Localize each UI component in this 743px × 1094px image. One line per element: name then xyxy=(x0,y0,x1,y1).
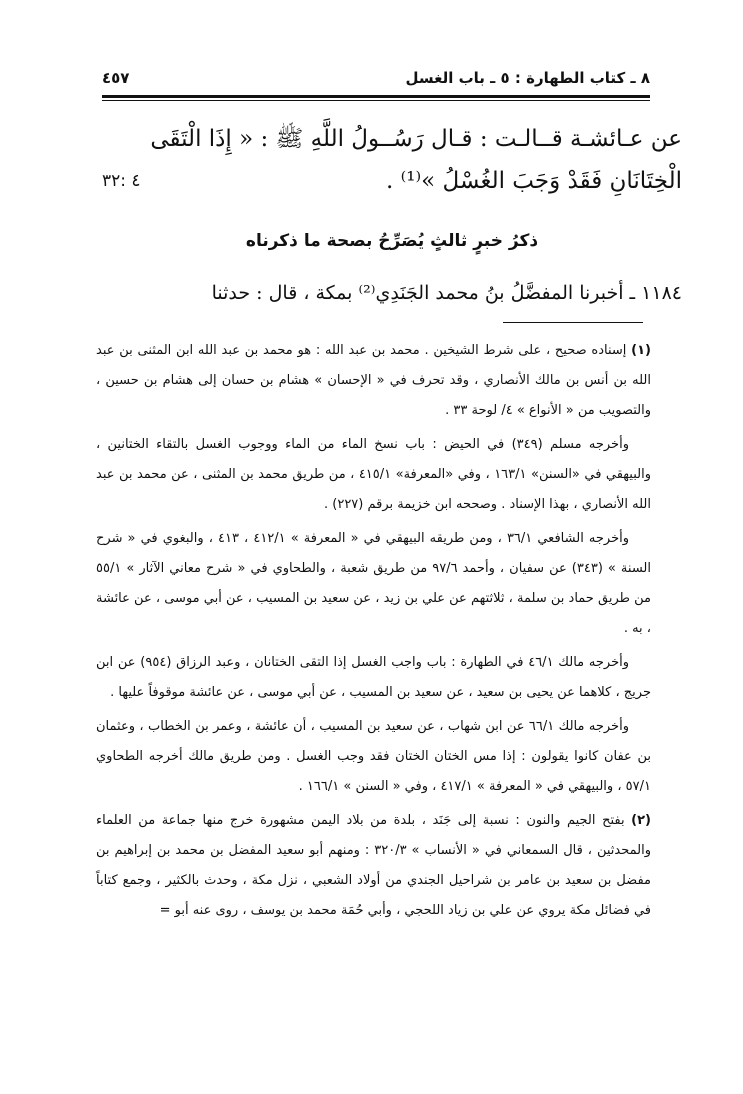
footnote-paragraph: وأخرجه الشافعي ٣٦/١ ، ومن طريقه البيهقي في « المعرفة » ٤١٢/١ ، ٤١٣ ، والبغوي في « شرح السنة » (٣٤٣) عن سفيان ، وأحمد ٩٧/٦ من طريق شعبة ، والطحاوي في « شرح معاني الآثار » ٥٥/١ من طريق حماد بن سلمة ، ثلاثتهم عن علي بن زيد ، عن سعيد بن المسيب ، عن أبي موسى ، عن عائشة ، به . xyxy=(96,531,651,636)
source-reference: ٤ :٣٢ xyxy=(102,171,141,191)
hadith-line-1 xyxy=(102,118,682,160)
footnote-separator xyxy=(503,322,643,323)
hadith-line-2 xyxy=(102,160,682,202)
footnote-paragraph: وأخرجه مالك ٤٦/١ في الطهارة : باب واجب الغسل إذا التقى الختانان ، وعبد الرزاق (٩٥٤) عن ابن جريج ، كلاهما عن يحيى بن سعيد ، عن سعيد بن المسيب ، عن أبي موسى ، عن عائشة موقوفاً عليها . xyxy=(96,655,651,700)
footnotes xyxy=(96,336,651,930)
footnote-number: (١) xyxy=(631,343,651,358)
page-number: ٤٥٧ xyxy=(102,69,130,87)
hadith-text xyxy=(102,118,682,202)
footnote-1 xyxy=(96,336,651,802)
footnote-2 xyxy=(96,806,651,926)
header-divider xyxy=(102,95,650,101)
hadith-line-2-text: الْخِتَانَانِ فَقَدْ وَجَبَ الغُسْلُ »⁽¹⁾ . xyxy=(385,168,682,194)
footnote-paragraph: (٢) بفتح الجيم والنون : نسبة إلى جَنَد ، بلدة من بلاد اليمن مشهورة خرج منها جماعة من العلماء والمحدثين ، قال السمعاني في « الأنساب » ٣٢٠/٣ : ومنهم أبو سعيد المفضل بن محمد بن إبراهيم بن مفضل بن سعيد بن عامر بن شراحيل الجندي من أولاد الشعبي ، نزل مكة ، وحدث بالكثير ، وجمع كتاباً في فضائل مكة يروي عن علي بن زياد اللحجي ، وأبي حُمَة محمد بن يوسف ، روى عنه أبو = xyxy=(96,813,651,918)
footnote-paragraph: (١) إسناده صحيح ، على شرط الشيخين . محمد بن عبد الله : هو محمد بن عبد الله ابن المثنى بن عبد الله بن أنس بن مالك الأنصاري ، وقد تحرف في « الإحسان » هشام بن حسان إلى هشام بن حسين ، والتصويب من « الأنواع » ٤/ لوحة ٣٣ . xyxy=(96,343,651,418)
hadith-1184-opening: ١١٨٤ ـ أخبرنا المفضَّلُ بنُ محمد الجَنَدِي⁽²⁾ بمكة ، قال : حدثنا xyxy=(211,282,682,304)
footnote-number: (٢) xyxy=(631,813,651,828)
running-header xyxy=(102,62,650,94)
footnote-paragraph: وأخرجه مسلم (٣٤٩) في الحيض : باب نسخ الماء من الماء ووجوب الغسل بالتقاء الختانين ، والبيهقي في «السنن» ١٦٣/١ ، وفي «المعرفة» ٤١٥/١ ، من طريق محمد بن المثنى ، عن محمد بن عبد الله الأنصاري ، بهذا الإسناد . وصححه ابن خزيمة برقم (٢٢٧) . xyxy=(96,437,651,512)
section-title: ذكرُ خبرٍ ثالثٍ يُصَرِّحُ بصحة ما ذكرناه xyxy=(245,231,539,251)
hadith-line-1-text: عن عـائشـة قــالـت : قـال رَسُــولُ اللَّهِ ﷺ : « إِذَا الْتَقَى xyxy=(150,126,682,152)
footnote-paragraph: وأخرجه مالك ٦٦/١ عن ابن شهاب ، عن سعيد بن المسيب ، أن عائشة ، وعمر بن الخطاب ، وعثمان بن عفان كانوا يقولون : إذا مس الختان الختان فقد وجب الغسل . ومن طريق مالك أخرجه الطحاوي ٥٧/١ ، والبيهقي في « المعرفة » ٤١٧/١ ، وفي « السنن » ١٦٦/١ . xyxy=(96,719,651,794)
chapter-heading: ٨ ـ كتاب الطهارة : ٥ ـ باب الغسل xyxy=(405,69,650,87)
